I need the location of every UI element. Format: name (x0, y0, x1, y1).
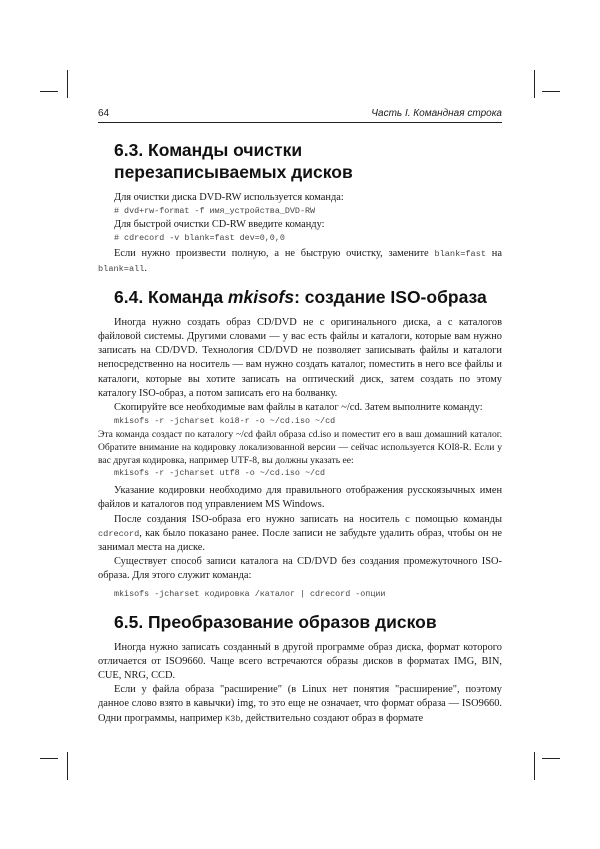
crop-mark-bottom-right-v (534, 752, 535, 780)
s64-paragraph-6: Существует способ записи каталога на CD/DVD без создания промежуточного ISO-образа. Для этого служит команда: (98, 556, 502, 582)
part-title: Часть I. Командная строка (371, 108, 502, 119)
s63-code-2: # cdrecord -v blank=fast dev=0,0,0 (114, 233, 285, 244)
s63-p3-text-c: . (144, 262, 148, 274)
page-number: 64 (98, 108, 110, 119)
section-6-4-heading (98, 286, 502, 308)
s65-p2-text-a: Если у файла образа "расширение" (в Linux нет понятия "расширение", поэтому данное слово взято в кавычки) img, то это еще не означает, что формат образа — ISO9660. Одни программы, например (98, 684, 502, 724)
crop-mark-top-left-h (40, 91, 58, 92)
book-page (98, 108, 502, 726)
section-6-4-title-a: 6.4. Команда (114, 286, 228, 307)
s65-p2-text-b: , действительно создают образ в формате (240, 712, 424, 724)
s63-p3-code-blank-fast: blank=fast (434, 249, 487, 260)
s64-p5-code-cdrecord: cdrecord (98, 528, 140, 539)
s64-p5-text-b: , как было показано ранее. После записи не забудьте удалить образ, чтобы он не занимал места на диске. (98, 527, 502, 554)
crop-mark-top-right-h (542, 91, 560, 92)
s63-p3-code-blank-all: blank=all (98, 263, 145, 274)
s64-p5-text-a: После создания ISO-образа его нужно записать на носитель с помощью команды (114, 513, 502, 525)
crop-mark-top-left-v (67, 70, 68, 98)
crop-mark-bottom-left-h (40, 758, 58, 759)
crop-mark-bottom-right-h (542, 758, 560, 759)
section-6-4-title-b: : создание ISO-образа (294, 286, 487, 307)
section-6-4-title-cmd: mkisofs (227, 286, 295, 307)
running-head (98, 108, 502, 123)
section-6-5-heading: 6.5. Преобразование образов дисков (114, 611, 437, 632)
s63-paragraph-3 (98, 247, 502, 275)
s64-code-2: mkisofs -r -jcharset utf8 -o ~/cd.iso ~/cd (114, 468, 326, 479)
s64-code-3: mkisofs -jcharset кодировка /каталог | cdrecord -опции (114, 588, 386, 599)
s64-code-1: mkisofs -r -jcharset koi8-r -o ~/cd.iso ~/cd (114, 416, 336, 427)
s64-paragraph-1: Иногда нужно создать образ CD/DVD не с оригинального диска, а с каталогов файловой системы. Другими словами — у вас есть файлы и каталоги, которые вам нужно записать на CD/DVD. Технология CD/DVD не позволяет записывать файлы и каталоги непосредственно на носитель — вам нужно создать каталог, поместить в него все файлы и каталоги, которые вы хотите записать на оптический диск, затем создать по этому каталогу ISO-образ, а потом записать его на болванку. (98, 316, 502, 399)
section-6-3-title-line2: перезаписываемых дисков (114, 162, 353, 182)
section-6-3-heading (98, 139, 502, 183)
s63-paragraph-2: Для быстрой очистки CD-RW введите команду: (114, 219, 325, 231)
s65-paragraph-1: Иногда нужно записать созданный в другой программе образ диска, формат которого отличается от ISO9660. Чаще всего встречаются образы дисков в форматах IMG, BIN, CUE, NRG, CCD. (98, 641, 502, 682)
crop-mark-top-right-v (534, 70, 535, 98)
crop-mark-bottom-left-v (67, 752, 68, 780)
s63-p3-text-b: на (486, 248, 502, 260)
s64-paragraph-2: Скопируйте все необходимые вам файлы в каталог ~/cd. Затем выполните команду: (114, 402, 483, 414)
s64-paragraph-3: Эта команда создаст по каталогу ~/cd файл образа cd.iso и поместит его в ваш домашний каталог. Обратите внимание на кодировку локализованной версии — сейчас используется KOI8-R. Если у вас другая кодировка, например UTF-8, вы должны указать ее: (98, 429, 502, 467)
s63-paragraph-1: Для очистки диска DVD-RW используется команда: (114, 192, 344, 203)
s65-p2-code-k3b: K3b (225, 713, 241, 724)
s65-paragraph-2 (98, 683, 502, 726)
section-6-3-title-line1: 6.3. Команды очистки (114, 140, 303, 160)
s63-code-1: # dvd+rw-format -f имя_устройства_DVD-RW (114, 206, 316, 217)
s64-paragraph-4: Указание кодировки необходимо для правильного отображения русскоязычных имен файлов и каталогов под управлением MS Windows. (98, 485, 502, 511)
s63-p3-text-a: Если нужно произвести полную, а не быструю очистку, замените (114, 248, 435, 260)
s64-paragraph-5 (98, 513, 502, 556)
